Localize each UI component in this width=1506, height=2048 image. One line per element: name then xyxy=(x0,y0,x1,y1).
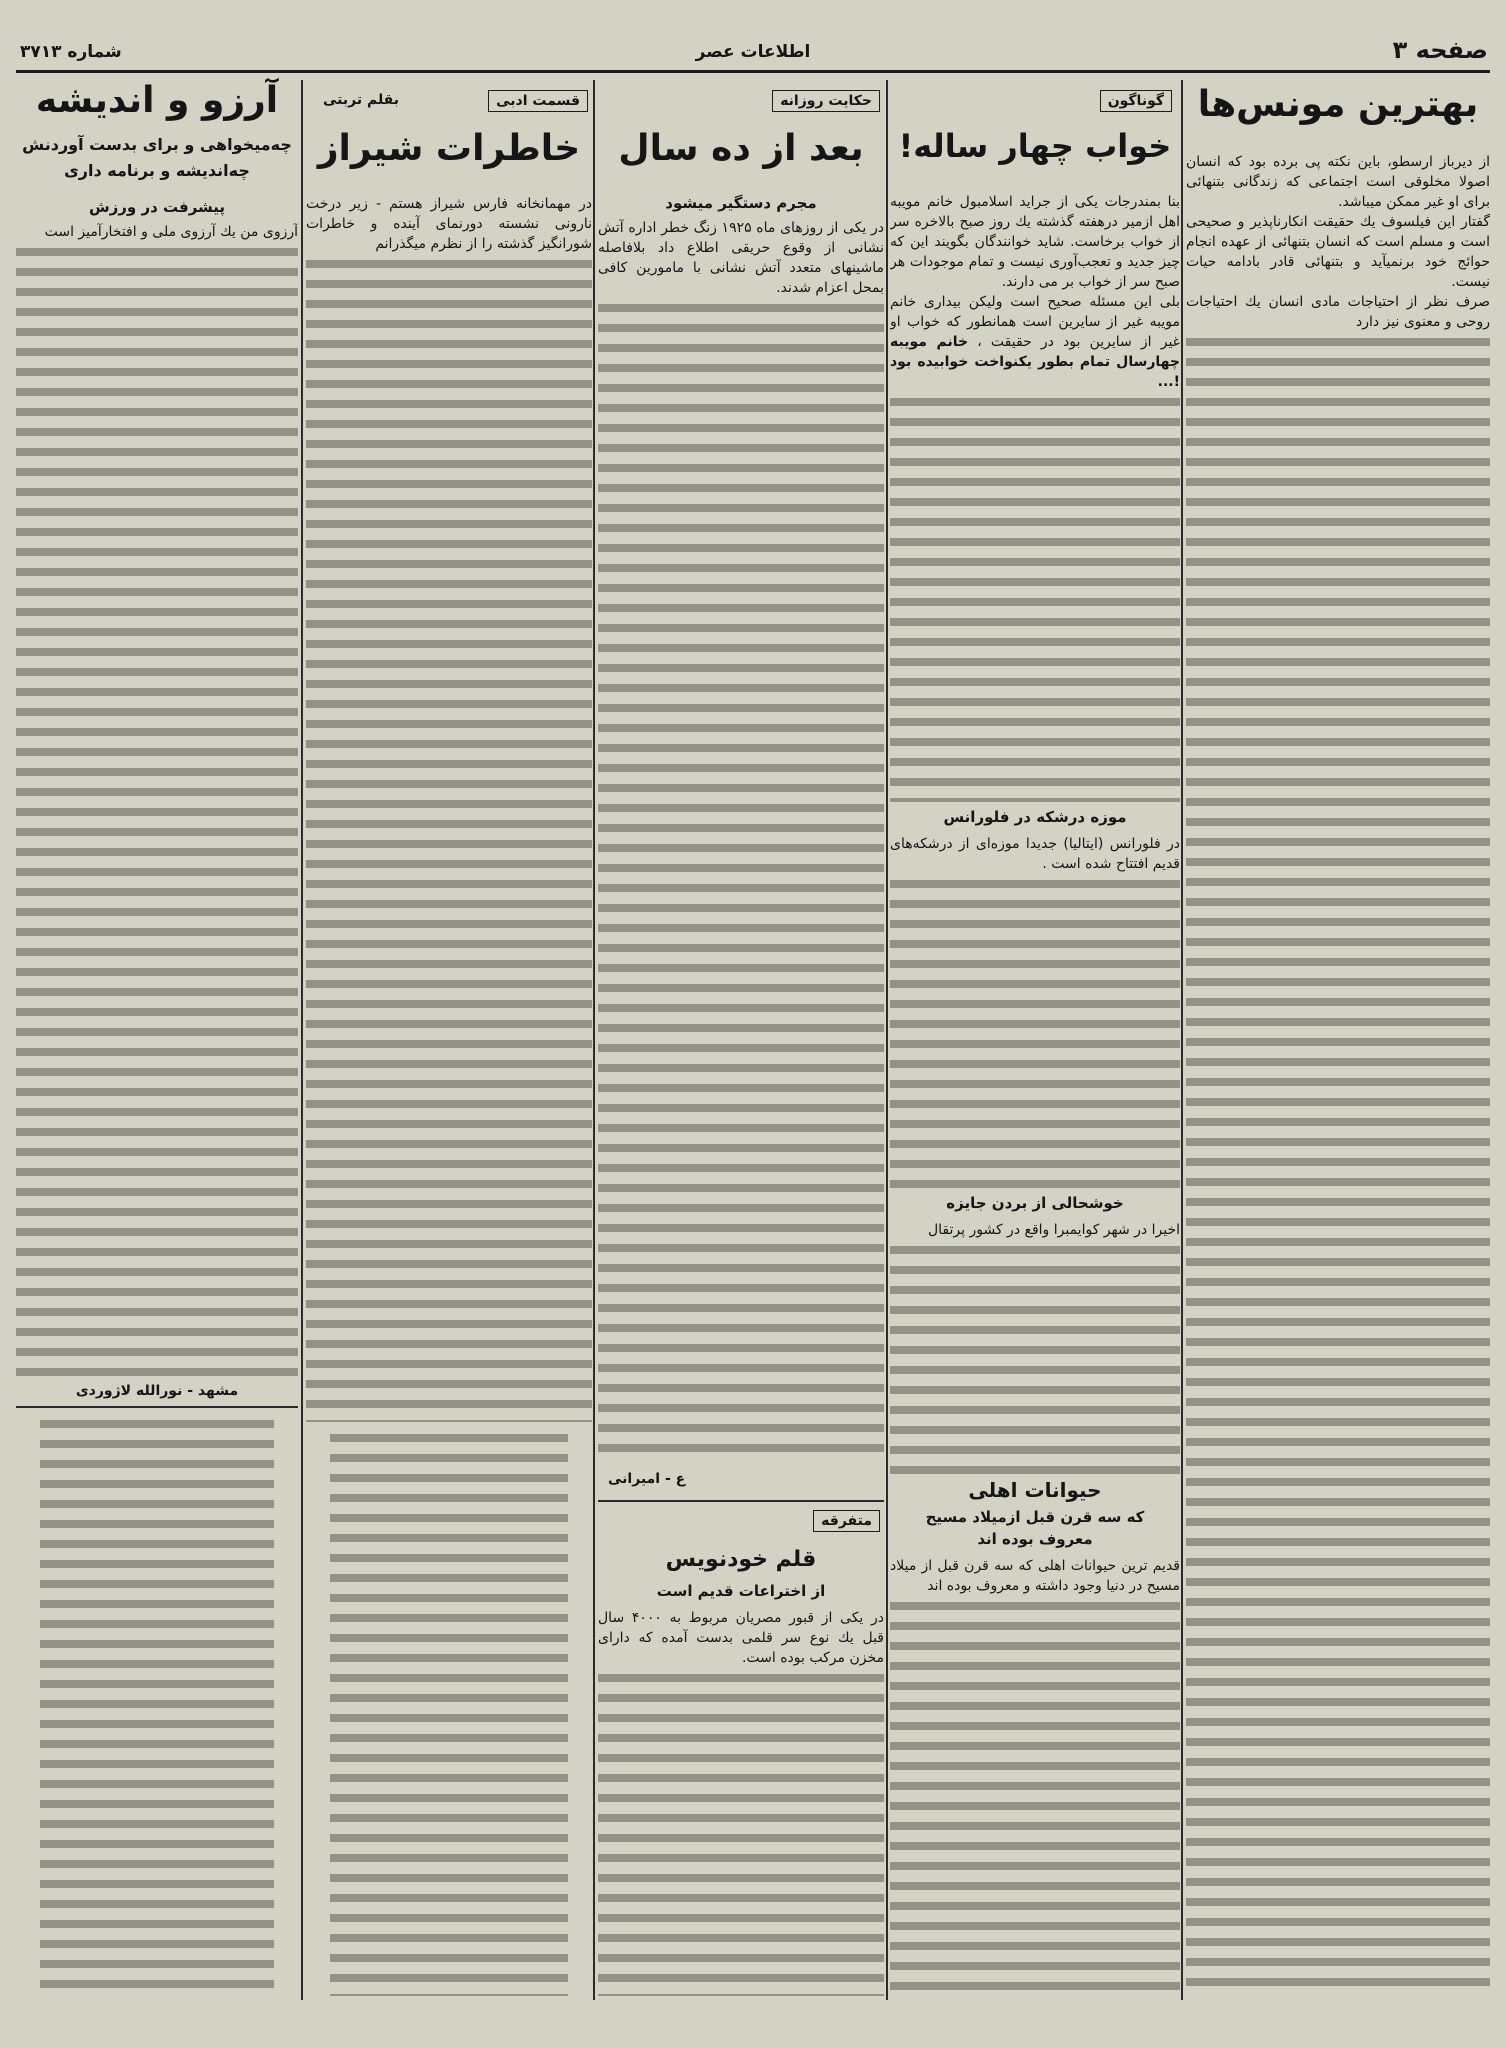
poem-block xyxy=(306,1428,592,1996)
section-divider xyxy=(16,1406,298,1408)
author-byline: بقلم تربتی xyxy=(323,92,400,108)
illegible-text-lines xyxy=(16,242,298,1376)
author-signature: ع - امیرانی xyxy=(608,1471,686,1487)
article-subheading: از اختراعات قدیم است xyxy=(656,1582,826,1600)
paragraph: در فلورانس (ایتالیا) جدیدا موزه‌ای از درشکه‌های قدیم افتتاح شده است . xyxy=(890,836,1180,872)
article-body xyxy=(598,218,884,1464)
illegible-text-lines xyxy=(890,392,1180,802)
issue-number: شماره ۳۷۱۳ xyxy=(20,42,122,62)
article-title: خواب چهار ساله! xyxy=(898,127,1172,165)
section-label: حکایت روزانه xyxy=(772,90,880,112)
illegible-text-lines xyxy=(598,1668,884,1996)
article-subheading: چه‌میخواهی و برای بدست آوردنش xyxy=(22,135,292,154)
section-label: قسمت ادبی xyxy=(488,90,588,112)
column-companions xyxy=(1186,0,1490,2048)
section-heading: خوشحالی از بردن جایزه xyxy=(946,1194,1124,1212)
paragraph: صرف نظر از احتیاجات مادی انسان یك احتیاجات روحی و معنوی نیز دارد xyxy=(1186,294,1490,330)
paragraph: در یکی از روزهای ماه ۱۹۲۵ زنگ خطر اداره آتش نشانی از وقوع حریقی اطلاع داد بلافاصله ماشینهای متعدد آتش نشانی با مامورین کافی بمحل اعزام شدند. xyxy=(598,220,884,296)
column-rule xyxy=(1181,80,1183,2000)
illegible-poem-lines xyxy=(330,1428,568,1996)
article-body xyxy=(890,192,1180,802)
poem-block xyxy=(16,1414,298,1996)
newspaper-name: اطلاعات عصر xyxy=(695,42,811,62)
illegible-text-lines xyxy=(598,298,884,1464)
author-signature: مشهد - نورالله لاژوردی xyxy=(75,1383,239,1399)
article-title: قلم خودنویس xyxy=(665,1547,817,1572)
section-heading: موزه درشکه در فلورانس xyxy=(943,808,1127,826)
article-title: بهترین مونس‌ها xyxy=(1197,84,1479,125)
paragraph: در مهمانخانه فارس شیراز هستم - زیر درخت نارونی نشسته دورنمای آینده و خاطرات شورانگیز گذشته را از نظرم میگذرانم xyxy=(306,196,592,252)
column-ten-years xyxy=(598,0,884,2048)
section-divider xyxy=(598,1500,884,1502)
section-heading: حیوانات اهلی xyxy=(968,1478,1102,1502)
page-number: صفحه ۳ xyxy=(1392,36,1488,64)
article-body xyxy=(890,834,1180,1190)
illegible-text-lines xyxy=(1186,332,1490,1996)
article-subheading: مجرم دستگیر میشود xyxy=(665,194,817,212)
illegible-text-lines xyxy=(306,254,592,1422)
bold-text: خانم مویبه چهارسال تمام بطور یکنواخت خوابیده بود !... xyxy=(890,334,1180,390)
column-wishes xyxy=(16,0,298,2048)
article-title: آرزو و اندیشه xyxy=(35,80,279,121)
column-rule xyxy=(301,80,303,2000)
article-title: بعد از ده سال xyxy=(618,128,864,169)
illegible-text-lines xyxy=(890,1596,1180,1996)
paragraph: بنا بمندرجات یکی از جراید اسلامبول خانم مویبه اهل ازمیر درهفته گذشته یك روز صبح بالاخره سر از خواب برخاست. شاید خوانندگان بگویند این که چیز جدید و تعجب‌آوری نیست و تمام موجودات هر صبح سر از خواب بر می دارند. xyxy=(890,194,1180,290)
section-subheading: که سه قرن قبل ازمیلاد مسیح xyxy=(925,1508,1145,1526)
paragraph: قدیم ترین حیوانات اهلی که سه قرن قبل از میلاد مسیح در دنیا وجود داشته و معروف بوده اند xyxy=(890,1558,1180,1594)
illegible-poem-lines xyxy=(40,1414,274,1996)
article-body xyxy=(1186,152,1490,1996)
article-body xyxy=(306,194,592,1422)
column-rule xyxy=(886,80,888,2000)
article-title: خاطرات شیراز xyxy=(317,128,581,169)
paragraph: در یکی از قبور مصریان مربوط به ۴۰۰۰ سال قبل یك نوع سر قلمی بدست آمده که دارای مخزن مرکب بوده است. xyxy=(598,1610,884,1666)
column-shiraz xyxy=(306,0,592,2048)
article-body xyxy=(16,222,298,1376)
article-body xyxy=(890,1556,1180,1996)
paragraph xyxy=(890,292,1180,392)
illegible-text-lines xyxy=(890,1240,1180,1474)
paragraph: از دیرباز ارسطو، باین نکته پی برده بود که انسان اصولا مخلوقی است اجتماعی که زندگانی بتنهائی برای او غیر ممکن میباشد. xyxy=(1186,154,1490,210)
section-label: گوناگون xyxy=(1100,90,1172,112)
paragraph: گفتار این فیلسوف یك حقیقت انكارناپذیر و صحیحی است و مسلم است که انسان بتنهائی از عهده انجام حوائج خود برنمیآید و بتنهائی قادر بادامه حیات نیست. xyxy=(1186,214,1490,290)
article-body xyxy=(890,1220,1180,1474)
section-heading: پیشرفت در ورزش xyxy=(88,198,226,216)
article-subheading: چه‌اندیشه و برنامه داری xyxy=(64,161,250,180)
column-sleep-story xyxy=(890,0,1180,2048)
article-body xyxy=(598,1608,884,1996)
illegible-text-lines xyxy=(890,874,1180,1190)
paragraph-text: بلی این مسئله صحیح است ولیکن بیداری خانم مویبه غیر از سایرین است همانطور که خواب او غیر از سایرین بود در حقیقت ، xyxy=(890,294,1180,350)
paragraph: اخیرا در شهر کوایمبرا واقع در کشور پرتقال xyxy=(927,1222,1180,1238)
paragraph: آرزوی من یك آرزوی ملی و افتخارآمیز است xyxy=(44,224,298,240)
column-rule xyxy=(593,80,595,2000)
section-label: متفرقه xyxy=(813,1510,880,1532)
section-subheading: معروف بوده اند xyxy=(977,1530,1093,1548)
